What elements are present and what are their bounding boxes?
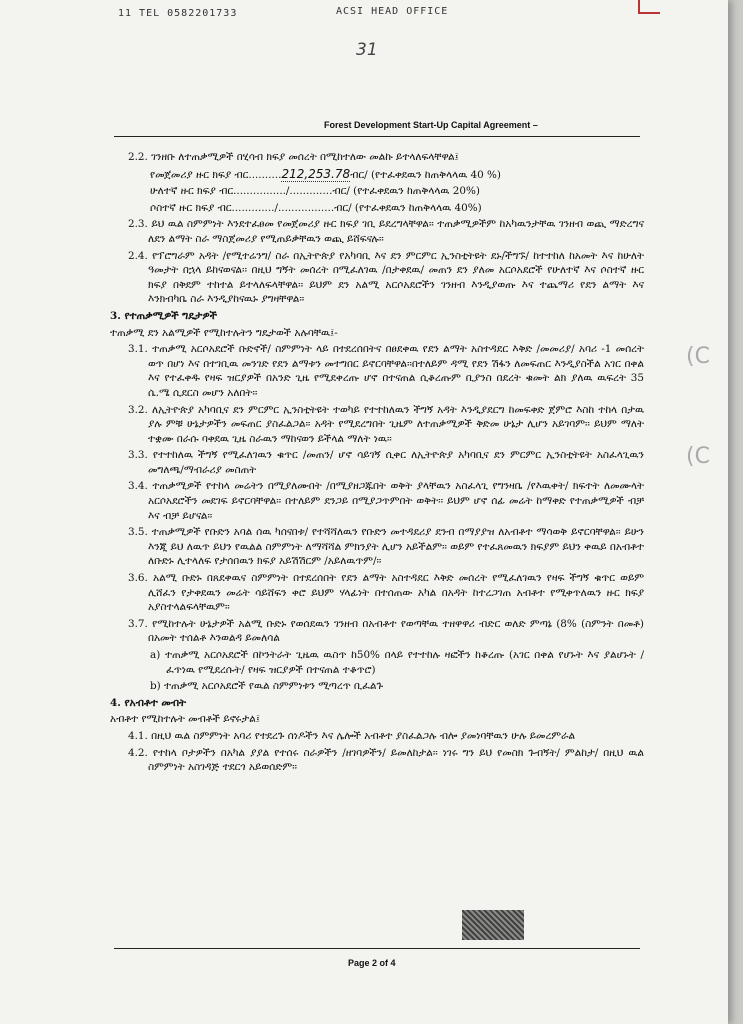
clause-4-2: 4.2. የተከላ ቦታዎችን በአካል ያያል የተሰሩ ስራዎችን /ዘገባዎችን/ ይመለከታል፡፡ ነገሩ ግን ይህ የመስክ ጉብኝት/ ምልከታ/ በዚህ ዉል ስምምነት አስገዳጅ ተደርጎ አይወሰድም፡፡	[128, 746, 644, 774]
clause-text: የመጀመሪያ ዙር ክፍያ ብር..........	[150, 168, 282, 181]
clause-3: 3. የተጠቃሚዎች ግዴታዎች	[110, 309, 217, 322]
clause-3-1: 3.1. ተጠቃሚ አርሶአደሮች ቡድኖች/ ስምምነት ላይ በተደረሰበትና በፀደቀዉ የደን ልማት አስተዳደር እቅድ /መመሪያ/ አባሪ -1 መሰረት ወጥ በሆነ እና በተገቢዉ መንገድ የደን ልማቱን መተግበር ይኖርባቸዋል፡፡በተለይም ዳሚ የደን ሽፋን ለመፍጠር እንዲያስችል አገር በቀል እና የተፈቀዱ የዛፍ ዝርያዎች በአንድ ጊዜ የሚደቀረጡ ሆኖ በተናጠል ሲቆረጡም ቢያንስ በደረት ቁመት ልክ ያለዉ ዉፍረት 35 ሴ.ሜ ሲደርስ መሆን አለበት፡፡	[128, 343, 644, 399]
clause-3-7a: a) ተጠቃሚ አርሶአደሮች በኮንትራት ጊዜዉ ዉስጥ ከ50% በላይ የተተከሉ ዛፎችን ከቆረጡ (አገር በቀል የሆኑት እና ያልሆኑት /ፈጥነዉ የሚደረሱት/ የዛፍ ዝርያዎች በተናጠል ተቆጥሮ)	[150, 649, 644, 676]
clause-3-5: 3.5. ተጠቃሚዎች የቡድን አባል ሰዉ ካሰናበቱ/ የተሻሻለዉን የቡድን መተዳደሪያ ደንብ በማያያዝ ለአብቶተ ማሳወቅ ይኖርባቸዋል፡፡ ይሁን እንጂ ይህ ለዉጥ ይህን የዉልል ስምምነት ለማሻሻል ምክንያት ሊሆን አይችልም፡፡ ወይም የተፈጸመዉን ክፍያም ይህን ቀዉይ በአብቶተ ለቡድኑ ሊተላለፍ የታሰበዉን ክፍያ አይሽሽርም /አይለዉጥም/፡፡	[128, 526, 644, 568]
footer-rule	[114, 948, 640, 949]
clause-3-2: 3.2. ለኢትዮጵያ አካባቢና ደን ምርምር ኢንስቲትዩት ተወካይ የተተከለዉን ችግኝ አዳት እንዲያደርግ ከመፍቀድ ጀምሮ እስከ ተከላ በታዉ ያሉ ምቹ ሁኔታዎችን መፍጠር ያስፈልጋል፡፡ አዳት የሚደረግበት ጊዜም ለተጠቃሚዎች ቅድመ ሁኔታ ሊሆን አይገባም፡፡ ይህም ማለት ተቋሙ በራሱ ባቀደዉ ጊዜ ስራዉን ማከናወን ይችላል ማለት ነዉ፡፡	[128, 403, 644, 445]
signature-stamp	[462, 910, 524, 940]
clause-2-4: 2.4. የፕሮግራም አዳት /የሚተሬንግ/ ስራ በኢትዮጵያ የአካባቢ እና ደን ምርምር ኢንስቲትዩት ደኑ/ችግኙ/ ከተተከለ ከአመት እና ከሁለት ዓመታት በኋላ ይከናወናል፡፡ በዚህ ግኝት መሰረት በሚፈለገዉ /በታቀደዉ/ መጠን ደን ያለመ አርሶአደሮች የሁለተኛ እና ሶስተኛ ዙር ክፍያ በቅደም ተከተል ይተላለፍላቸዋል፡፡ ይህም ደን አልሚ አርሶአደሮችን ገንዘብ እንዲያወጡ እና ተጨማሪ የደን ልማት እና እንክብካቤ ስራ እንዲያከናዉኑ ያግዛቸዋል፡፡	[128, 249, 644, 306]
clause-3-7b: b) ተጠቃሚ አርሶአደሮች የዉል ስምምነቱን ሚጣረጥ ቢፈልጉ	[150, 680, 383, 693]
handwritten-page-number: 31	[356, 40, 378, 60]
page-footer: Page 2 of 4	[348, 958, 396, 968]
page-corner-mark	[638, 0, 660, 14]
clause-2-3: 2.3. ይህ ዉል ስምምነት እንደተፈፀመ የመጀመሪያ ዙር ክፍያ ገቢ ይደረግላቸዋል፡፡ ተጠቃሚዎችም ከአካዉንታቸዉ ገንዘብ ወጪ ማድረግና ለደን ልማት ስራ ማስጀመሪያ የሚጠይቃቸዉን ወጪ ይሸፍናሉ፡፡	[128, 218, 644, 245]
header-rule	[114, 136, 640, 137]
running-header: Forest Development Start-Up Capital Agreement –	[324, 120, 538, 130]
fax-header-left: 11 TEL 0582201733	[118, 8, 238, 19]
clause-text: ብር/ (የተፈቀደዉን ከጠቅላላዉ 40 %)	[350, 168, 501, 181]
clause-3-6: 3.6. አልሚ ቡድኑ በጸደቀዉና ስምምነት በተደረሰበት የደን ልማት አስተዳደር እቅድ መሰረት የሚፈለገዉን የዛፍ ችግኝ ቁጥር ወይም ሊሸፈን የታቀደዉን መሬት ሳይሸፍን ቀሮ ይህም ሃላፊነት በተሰጠው አካል በአዳት ከተረጋገጠ አብቶተ የሚቀጥለዉን ዙር ክፍያ አያስተላልፍላቸዉም፡፡	[128, 572, 644, 614]
document-body	[110, 150, 644, 777]
margin-mark-2: (C	[686, 444, 710, 469]
clause-2-2c: ሶስተኛ ዙር ክፍያ ብር............./.................ብር/ (የተፈቀደዉን ከጠቅላላዉ 40%)	[150, 201, 482, 214]
clause-2-2: 2.2. ገንዘቡ ለተጠቃሚዎች በሂሳብ ክፍያ መሰረት በሚከተለው መልኩ ይተላለፍላቸዋል፤	[128, 151, 459, 163]
clause-3-3: 3.3. የተተከለዉ ችግኝ የሚፈለገዉን ቁጥር /መጠን/ ሆኖ ሳይገኝ ሲቀር ለኢትዮጵያ አካባቢና ደን ምርምር ኢንስቲትዩት አስፈላጊዉን መግለጫ/ማብራሪያ መስጠት	[128, 449, 644, 476]
clause-3-4: 3.4. ተጠቃሚዎች የተከላ መሬትን በሚያለሙበት /በሚያዘጋጁበት ወቅት ያላቸዉን አስፈላጊ የግንዛቤ /የእዉቀት/ ክፍተት ለመሙላት አርሶአደሮችን መደገፍ ይኖርባቸዋል፡፡ በተለይም ደንጋይ በሚያጋጥምበት ወቅት፡፡ ይህም ሆኖ ሰፊ መሬት ከማቀድ የተጠቃሚዎች ብቻ እና ብቻ ይሆናል፡፡	[128, 480, 644, 522]
clause-2-2a	[150, 167, 644, 183]
clause-3-intro: ተጠቃሚ ደን አልሚዎች የሚከተሉትን ግዴታወች አሉባቸዉ፤-	[110, 326, 338, 339]
clause-4: 4. የአብቶተ መብት	[110, 696, 186, 709]
clause-4-intro: አብቶተ የሚከተሉት መብቶች ይኖሩታል፤	[110, 713, 260, 726]
margin-mark-1: (C	[686, 344, 710, 369]
clause-2-2b: ሁለተኛ ዙር ክፍያ ብር................/.............ብር/ (የተፈቀደዉን ከጠቅላላዉ 20%)	[150, 185, 480, 198]
clause-4-1: 4.1. በዚህ ዉል ስምምነት አባሪ የተደረጉ ሰነዶችን እና ሌሎች አብቶተ ያስፈልጋሉ ብሎ ያመነባቸዉን ሁሉ ይመረምራል	[128, 729, 576, 742]
clause-3-7: 3.7. የሚከተሉት ሁኔታዎች አልሚ ቡድኑ የወሰደዉን ገንዘብ በአብቶተ የወጣቸዉ ተዘዋዋሪ ብድር ወለድ ምጣኔ (8% (ስምንት በመቶ) በአመት ተሰልቶ እንወልዳ ይመለሳል	[128, 617, 644, 645]
handwritten-amount: 212,253.78	[281, 166, 351, 181]
fax-header-right: ACSI HEAD OFFICE	[336, 6, 449, 17]
